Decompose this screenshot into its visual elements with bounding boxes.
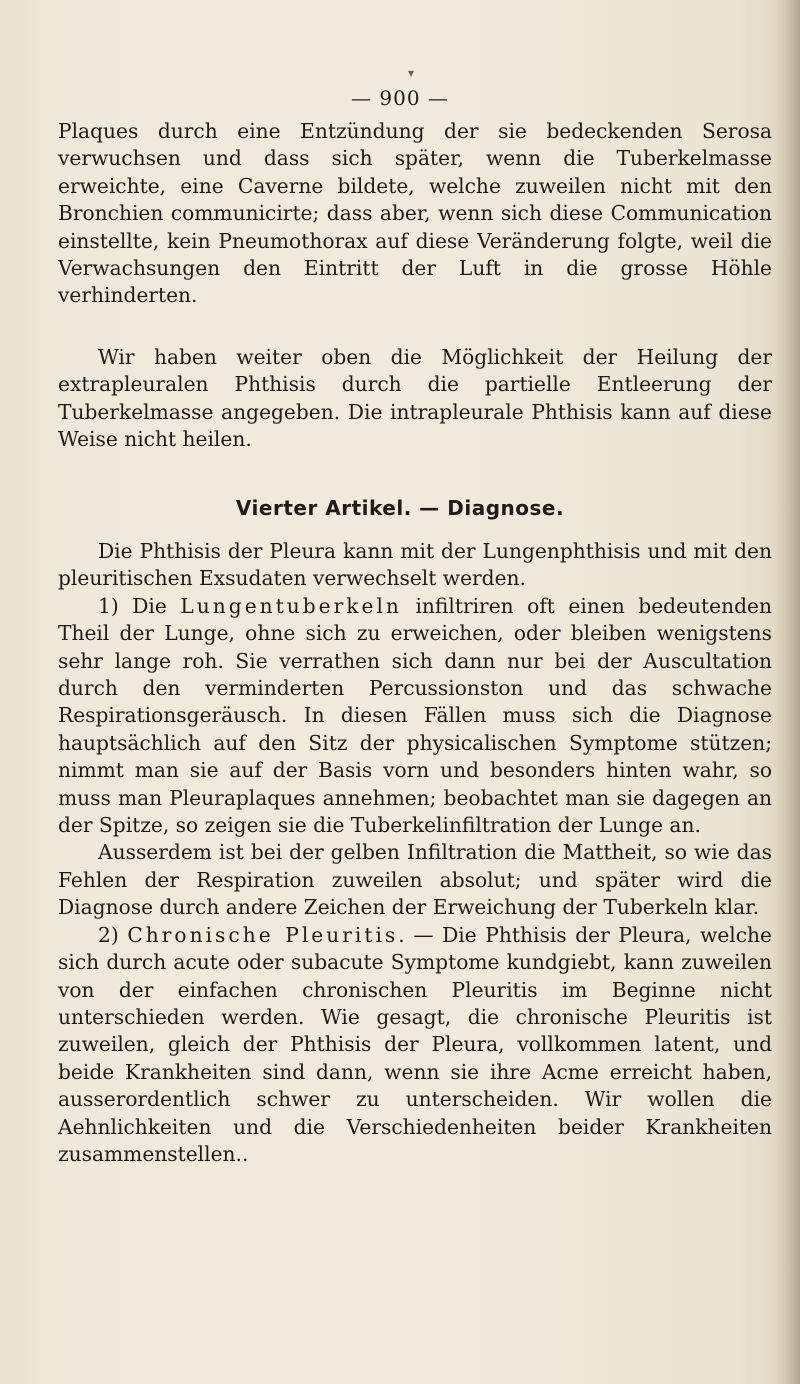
item-2-number: 2) bbox=[98, 922, 128, 947]
paragraph-item-1 bbox=[58, 593, 772, 840]
paragraph-plaques: Plaques durch eine Entzündung der sie bedeckenden Serosa verwuchsen und dass sich später, wenn die Tuberkelmasse erweichte, eine Caverne bildete, welche zuweilen nicht mit den Bronchien communicirte; dass aber, wenn sich diese Communication einstellte, kein Pneumothorax auf diese Veränderung folgte, weil die Verwachsungen den Eintritt der Luft in die grosse Höhle verhinderten. bbox=[58, 119, 772, 308]
section-heading: Vierter Artikel. — Diagnose. bbox=[235, 496, 565, 520]
text-block-top bbox=[58, 118, 772, 310]
item-1-term: Lungentuberkeln bbox=[180, 593, 402, 618]
text-block-diagnose bbox=[58, 538, 772, 1168]
margin-mark: ▾ bbox=[408, 66, 415, 80]
paragraph-ausserdem: Ausserdem ist bei der gelben Infiltration die Mattheit, so wie das Fehlen der Respiration zuweilen absolut; und später wird die Diagnose durch andere Zeichen der Erweichung der Tuberkeln klar. bbox=[58, 840, 772, 920]
item-2-text: . — Die Phthisis der Pleura, welche sich durch acute oder subacute Symptome kundgiebt, kann zuweilen von der einfachen chronischen Pleuritis im Beginne nicht unterschieden werden. Wie gesagt, die chronische Pleuritis ist zuweilen, gleich der Phthisis der Pleura, vollkommen latent, und beide Krankheiten sind dann, wenn sie ihre Acme erreicht haben, ausserordentlich schwer zu unterscheiden. Wir wollen die Aehnlichkeiten und die Verschiedenheiten beider Krankheiten zusammenstellen.. bbox=[58, 922, 773, 1166]
item-2-term: Chronische Pleuritis bbox=[127, 922, 399, 947]
paragraph-item-2 bbox=[58, 922, 772, 1169]
page-edge-shadow bbox=[774, 0, 800, 1384]
paragraph-heilung: Wir haben weiter oben die Möglichkeit der Heilung der extrapleuralen Phthisis durch die partielle Entleerung der Tuberkelmasse angegeben. Die intrapleurale Phthisis kann auf diese Weise nicht heilen. bbox=[58, 345, 772, 452]
page-number: — 900 — bbox=[351, 86, 449, 110]
item-1-text: infiltriren oft einen bedeutenden Theil der Lunge, ohne sich zu erweichen, oder bleiben wenigstens sehr lange roh. Sie verrathen sich dann nur bei der Auscultation durch den verminderten Percussionston und das schwache Respirationsgeräusch. In diesen Fällen muss sich die Diagnose hauptsächlich auf den Sitz der physicalischen Symptome stützen; nimmt man sie auf der Basis vorn und besonders hinten wahr, so muss man Pleuraplaques annehmen; beobachtet man sie dagegen an der Spitze, so zeigen sie die Tuberkelinfiltration der Lunge an. bbox=[58, 593, 772, 838]
paragraph-intro: Die Phthisis der Pleura kann mit der Lungenphthisis und mit den pleuritischen Exsudaten verwechselt werden. bbox=[58, 539, 772, 591]
text-block-heilung bbox=[58, 344, 772, 454]
item-1-number: 1) Die bbox=[98, 593, 181, 618]
